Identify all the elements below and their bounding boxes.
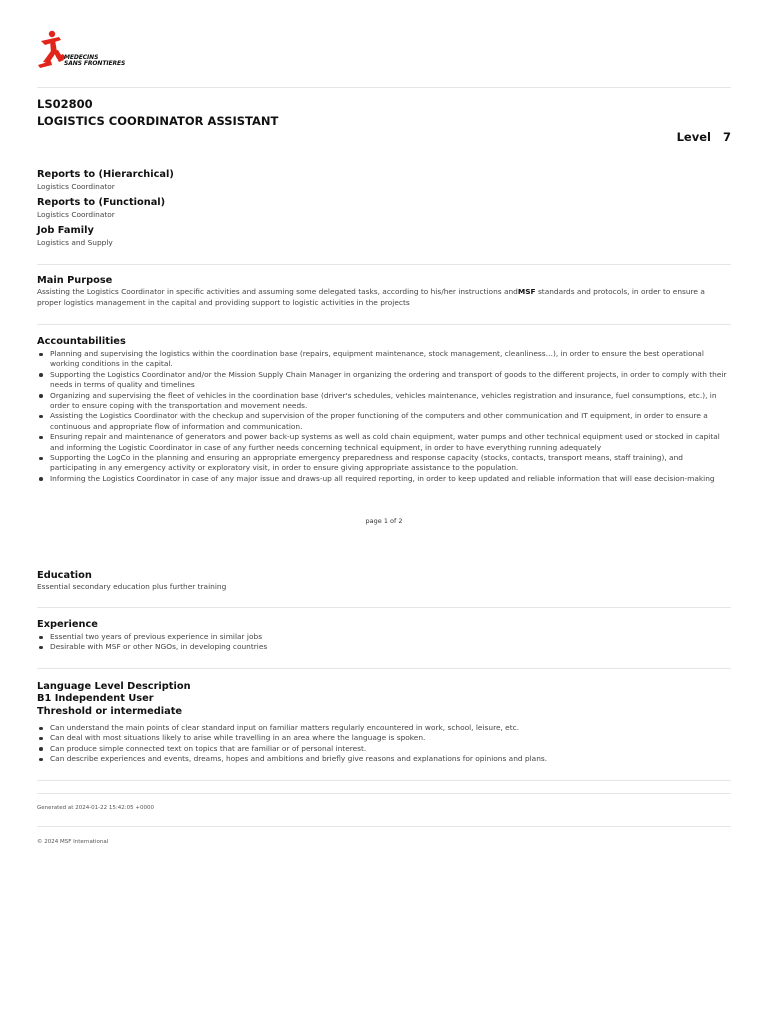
list-item: Assisting the Logistics Coordinator with the checkup and supervision of the proper functioning of the computers and other communication and IT equipment, in order to ensure a continuous and appropriate flow of information and communication. — [37, 411, 731, 432]
level-label: Level — [676, 130, 711, 144]
job-level — [677, 130, 731, 144]
language-sublevel: Threshold or intermediate — [37, 706, 183, 717]
divider — [37, 780, 731, 781]
job-title: LOGISTICS COORDINATOR ASSISTANT — [37, 114, 279, 128]
main-purpose-text: Assisting the Logistics Coordinator in specific activities and assuming some delegated tasks, according to his/her instructions andMSF standards and protocols, in order to ensure a proper logistics management in the capital and providing support to logistic activities in the projects — [37, 287, 705, 307]
list-item: Can produce simple connected text on topics that are familiar or of personal interest. — [37, 744, 731, 754]
list-item: Informing the Logistics Coordinator in case of any major issue and draws-up all required reporting, in order to keep updated and reliable information that will ease decision-making — [37, 474, 731, 484]
accountabilities-list — [37, 349, 731, 484]
reports-functional-value: Logistics Coordinator — [37, 210, 115, 219]
divider — [37, 793, 731, 794]
msf-running-man-icon — [37, 28, 67, 72]
list-item: Can describe experiences and events, dreams, hopes and ambitions and briefly give reasons and explanations for opinions and plans. — [37, 754, 731, 764]
logo-text-line2: SANS FRONTIERES — [64, 60, 126, 67]
job-family-value: Logistics and Supply — [37, 238, 113, 247]
job-code: LS02800 — [37, 97, 93, 111]
list-item: Planning and supervising the logistics within the coordination base (repairs, equipment maintenance, stock management, cleanliness…), in order to ensure the best operational working conditions in the capital. — [37, 349, 731, 370]
language-level: B1 Independent User — [37, 693, 154, 704]
list-item: Supporting the Logistics Coordinator and/or the Mission Supply Chain Manager in organizing the ordering and transport of goods to the different projects, in order to comply with their needs in terms of quality and timelines — [37, 370, 731, 391]
list-item: Can deal with most situations likely to arise while travelling in an area where the language is spoken. — [37, 733, 731, 743]
level-value: 7 — [722, 130, 731, 144]
education-value: Essential secondary education plus further training — [37, 582, 227, 591]
language-heading: Language Level Description — [37, 681, 191, 692]
generated-timestamp: Generated at 2024-01-22 15:42:05 +0000 — [37, 805, 154, 811]
list-item: Supporting the LogCo in the planning and ensuring an appropriate emergency preparedness and response capacity (stocks, contacts, transport means, staff training), and participating in any emergency activity or exploratory visit, in order to ensure giving appropriate assistance to the population. — [37, 453, 731, 474]
divider — [37, 826, 731, 827]
copyright: © 2024 MSF International — [37, 839, 109, 845]
job-family-heading: Job Family — [37, 225, 94, 236]
reports-hierarchical-value: Logistics Coordinator — [37, 182, 115, 191]
list-item: Organizing and supervising the fleet of vehicles in the coordination base (driver's schedules, vehicles maintenance, vehicles registration and insurance, fuel consumptions, etc.), in order to ensure coping with the transportation and movement needs. — [37, 391, 731, 412]
msf-bold: MSF — [517, 287, 536, 296]
reports-hierarchical-heading: Reports to (Hierarchical) — [37, 169, 174, 180]
experience-list — [37, 632, 731, 653]
reports-functional-heading: Reports to (Functional) — [37, 197, 166, 208]
logo-text-line1: MEDECINS — [64, 54, 99, 61]
list-item: Can understand the main points of clear standard input on familiar matters regularly encountered in work, school, leisure, etc. — [37, 723, 731, 733]
experience-heading: Experience — [37, 619, 98, 630]
accountabilities-heading: Accountabilities — [37, 336, 126, 347]
msf-logo — [37, 28, 147, 72]
divider — [37, 607, 731, 608]
education-heading: Education — [37, 570, 92, 581]
list-item: Desirable with MSF or other NGOs, in developing countries — [37, 642, 731, 652]
list-item: Ensuring repair and maintenance of generators and power back-up systems as well as cold chain equipment, water pumps and other technical equipment used or stocked in capital and informing the Logistic Coordinator in case of any further needs concerning technical equipment, in order to have everything running adequately — [37, 432, 731, 453]
list-item: Essential two years of previous experience in similar jobs — [37, 632, 731, 642]
divider — [37, 87, 731, 88]
divider — [37, 264, 731, 265]
language-list — [37, 723, 731, 765]
divider — [37, 324, 731, 325]
page-number: page 1 of 2 — [365, 517, 403, 525]
divider — [37, 668, 731, 669]
main-purpose-heading: Main Purpose — [37, 275, 113, 286]
